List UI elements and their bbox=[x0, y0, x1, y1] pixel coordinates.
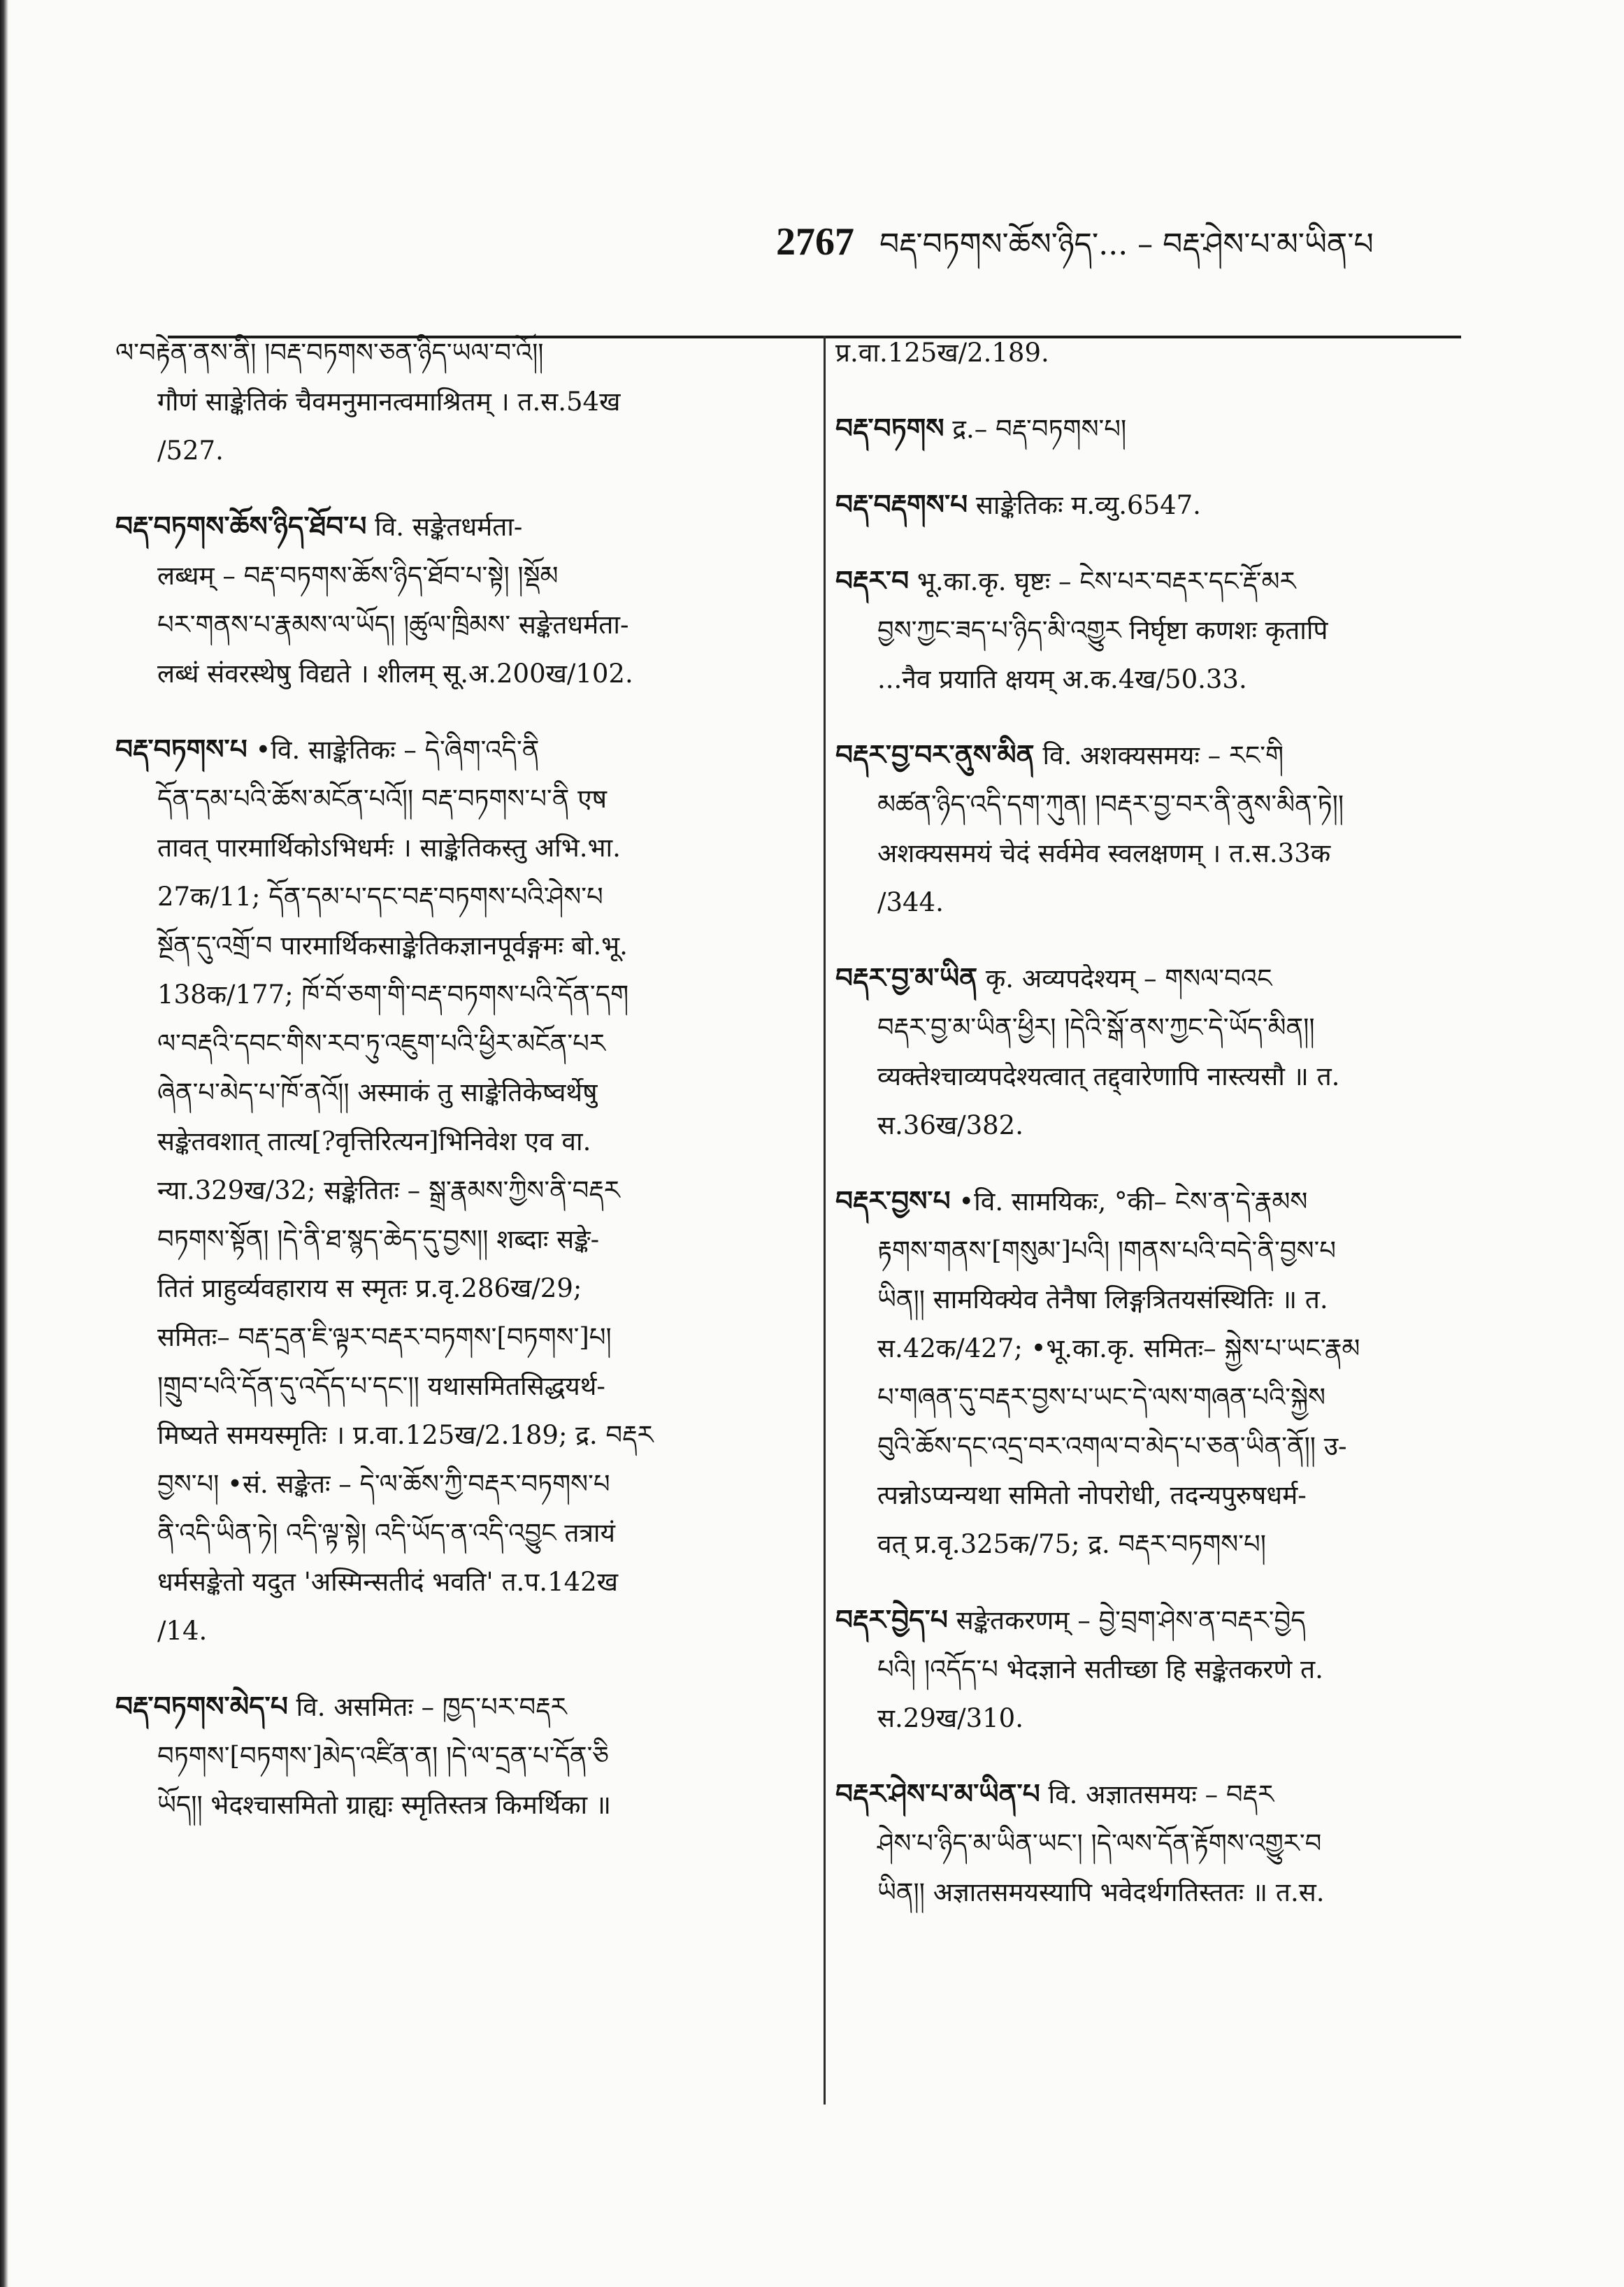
entry-line bbox=[835, 1052, 1493, 1101]
entry-text: स.29ख/310. bbox=[877, 1703, 1023, 1733]
page-number: 2767 bbox=[776, 220, 854, 264]
entry-text: ལ་བརྟེན་ནས་ནི། །བརྡ་བཏགས་ཅན་ཉིད་ཡལ་བ་འོ།། bbox=[115, 338, 544, 368]
entry-line bbox=[835, 1645, 1493, 1694]
entry-line bbox=[835, 1770, 1493, 1819]
column-divider bbox=[824, 336, 826, 2105]
entry-text: /527. bbox=[157, 436, 224, 466]
entry-text: स.42क/427; •भू.का.कृ. समितः– སྐྱེས་པ་ཡང་རྣམ bbox=[877, 1333, 1360, 1363]
entry-headword: བརྡ་བཏགས་པ bbox=[115, 733, 247, 766]
entry-line bbox=[115, 1362, 800, 1411]
entry-text: •वि. साङ्केतिकः – དེ་ཞིག་འདི་ནི bbox=[255, 735, 540, 765]
scan-edge bbox=[0, 0, 8, 2287]
entry-line bbox=[115, 601, 800, 650]
entry-text: लब्धं संवरस्थेषु विद्यते । शीलम् सू.अ.200ख/102. bbox=[157, 659, 633, 689]
entry-line bbox=[835, 1324, 1493, 1373]
entry-line bbox=[115, 775, 800, 824]
dictionary-entry bbox=[835, 731, 1493, 927]
entry-line bbox=[835, 954, 1493, 1003]
entry-line bbox=[835, 1422, 1493, 1471]
entry-line bbox=[115, 329, 800, 378]
entry-line bbox=[115, 1460, 800, 1509]
entry-text: द्र.– བརྡ་བཏགས་པ། bbox=[952, 414, 1127, 444]
entry-headword: བརྡར་བ bbox=[835, 565, 910, 597]
dictionary-entry bbox=[835, 1177, 1493, 1569]
entry-line bbox=[115, 1019, 800, 1068]
entry-line bbox=[835, 1101, 1493, 1150]
entry-text: साङ्केतिकः म.व्यु.6547. bbox=[975, 490, 1201, 520]
dictionary-entry bbox=[835, 480, 1493, 530]
entry-line bbox=[835, 655, 1493, 704]
entry-line bbox=[835, 1520, 1493, 1569]
entry-text: པ་གཞན་དུ་བརྡར་བྱས་པ་ཡང་དེ་ལས་གཞན་པའི་སྐྱེས bbox=[877, 1382, 1326, 1412]
entry-text: सङ्केतवशात् तात्य[?वृत्तिरित्यन]भिनिवेश एव वा. bbox=[157, 1126, 591, 1156]
entry-line bbox=[115, 1607, 800, 1656]
entry-headword: བརྡར་བྱས་པ bbox=[835, 1185, 951, 1217]
entry-text: •वि. सामयिकः, °की– ངེས་ན་དེ་རྣམས bbox=[958, 1186, 1308, 1217]
entry-line bbox=[115, 378, 800, 426]
entry-text: པའི། །འདོད་པ भेदज्ञाने सतीच्छा हि सङ्केतकरणे त. bbox=[877, 1654, 1323, 1684]
entry-text: स.36ख/382. bbox=[877, 1110, 1023, 1140]
entry-line bbox=[835, 1694, 1493, 1743]
entry-text: तितं प्राहुर्व्यवहाराय स स्मृतः प्र.वृ.286ख/29; bbox=[157, 1273, 582, 1303]
entry-line bbox=[835, 1275, 1493, 1324]
entry-text: ཞེན་པ་མེད་པ་ཁོ་ནའོ།། अस्माकं तु साङ्केतिकेष्वर्थेषु bbox=[157, 1077, 598, 1107]
entry-headword: བརྡར་བྱ་བར་ནུས་མིན bbox=[835, 739, 1035, 771]
dictionary-entry bbox=[115, 329, 800, 475]
dictionary-entry bbox=[835, 1770, 1493, 1917]
entry-line bbox=[115, 1117, 800, 1166]
entry-text: ཡིན།། अज्ञातसमयस्यापि भवेदर्थगतिस्ततः ॥ त.स. bbox=[877, 1877, 1325, 1907]
entry-text: वि. सङ्केतधर्मता- bbox=[375, 512, 523, 542]
right-column bbox=[835, 329, 1493, 1944]
entry-text: मिष्यते समयस्मृतिः । प्र.वा.125ख/2.189; द्र. བརྡར bbox=[157, 1420, 654, 1450]
entry-headword: བརྡར་བྱ་མ་ཡིན bbox=[835, 962, 978, 994]
entry-text: བྱས་པ། •सं. सङ्केतः – དེ་ལ་ཆོས་ཀྱི་བརྡར་བཏགས་པ bbox=[157, 1469, 610, 1499]
entry-line bbox=[115, 1264, 800, 1313]
entry-line bbox=[115, 502, 800, 552]
entry-text: वत् प्र.वृ.325क/75; द्र. བརྡར་བཏགས་པ། bbox=[877, 1529, 1266, 1559]
entry-line bbox=[115, 426, 800, 475]
entry-text: རྟགས་གནས་[གསུམ་]པའི། །གནས་པའི་བདེ་ནི་བྱས་པ bbox=[877, 1235, 1336, 1266]
entry-text: ...नैव प्रयाति क्षयम् अ.क.4ख/50.33. bbox=[877, 664, 1247, 694]
entry-line bbox=[115, 922, 800, 970]
entry-headword: བརྡ་བཏགས་ཆོས་ཉིད་ཐོབ་པ bbox=[115, 510, 367, 543]
entry-text: धर्मसङ्केतो यदुत 'अस्मिन्सतीदं भवति' त.प.142ख bbox=[157, 1567, 618, 1597]
entry-text: गौणं साङ्केतिकं चैवमनुमानत्वमाश्रितम् । त.स.54ख bbox=[157, 387, 621, 417]
entry-text: ཤེས་པ་ཉིད་མ་ཡིན་ཡང་། །དེ་ལས་དོན་རྟོགས་འགྱུར་བ bbox=[877, 1828, 1322, 1858]
entry-line bbox=[835, 606, 1493, 655]
entry-line bbox=[835, 480, 1493, 530]
entry-line bbox=[835, 1003, 1493, 1052]
entry-line bbox=[835, 878, 1493, 927]
entry-line bbox=[835, 1596, 1493, 1645]
entry-line bbox=[115, 1509, 800, 1558]
dictionary-entry bbox=[835, 329, 1493, 378]
dictionary-entry bbox=[835, 954, 1493, 1150]
entry-line bbox=[115, 970, 800, 1019]
dictionary-entry bbox=[835, 1596, 1493, 1743]
entry-line bbox=[115, 1558, 800, 1607]
entry-text: कृ. अव्यपदेश्यम् – གསལ་བའང bbox=[985, 963, 1272, 994]
entry-line bbox=[115, 1313, 800, 1362]
entry-line bbox=[835, 1177, 1493, 1226]
entry-line bbox=[115, 1682, 800, 1732]
entry-text: བུའི་ཆོས་དང་འདྲ་བར་འགལ་བ་མེད་པ་ཅན་ཡིན་ནོ།། उ- bbox=[877, 1431, 1347, 1461]
entry-line bbox=[115, 1732, 800, 1781]
entry-line bbox=[115, 552, 800, 601]
entry-text: པར་གནས་པ་རྣམས་ལ་ཡོད། །ཚུལ་ཁྲིམས་ सङ्केतधर्मता- bbox=[157, 610, 629, 640]
entry-line bbox=[835, 780, 1493, 829]
entry-line bbox=[115, 1411, 800, 1460]
entry-text: लब्धम् – བརྡ་བཏགས་ཆོས་ཉིད་ཐོབ་པ་སྟེ། །སྡོམ bbox=[157, 561, 559, 591]
entry-text: /344. bbox=[877, 887, 944, 917]
entry-text: भू.का.कृ. घृष्टः – ངེས་པར་བརྡར་དང་རྡོ་མར bbox=[917, 566, 1296, 596]
entry-line bbox=[115, 1215, 800, 1264]
dictionary-entry bbox=[115, 725, 800, 1656]
entry-text: समितः– བརྡ་དྲན་ཇི་ལྟར་བརྡར་བཏགས་[བཏགས་]པ། bbox=[157, 1322, 612, 1352]
dictionary-entry bbox=[115, 502, 800, 698]
entry-text: 27क/11; དོན་དམ་པ་དང་བརྡ་བཏགས་པའི་ཤེས་པ bbox=[157, 882, 603, 912]
entry-line bbox=[835, 829, 1493, 878]
entry-text: དོན་དམ་པའི་ཆོས་མངོན་པའོ།། བརྡ་བཏགས་པ་ནི एष bbox=[157, 784, 608, 814]
entry-text: ལ་བརྡའི་དབང་གིས་རབ་ཏུ་འཇུག་པའི་ཕྱིར་མངོན་པར bbox=[157, 1028, 605, 1059]
entry-headword: བརྡར་ཤེས་པ་མ་ཡིན་པ bbox=[835, 1778, 1040, 1810]
entry-line bbox=[115, 1068, 800, 1117]
entry-text: वि. असमितः – ཁྱད་པར་བརྡར bbox=[296, 1692, 567, 1722]
entry-line bbox=[835, 1868, 1493, 1917]
entry-text: व्यक्तेश्चाव्यपदेश्यत्वात् तद्द्वारेणापि नास्त्यसौ ॥ त. bbox=[877, 1061, 1340, 1091]
entry-headword: བརྡ་བརྡགས་པ bbox=[835, 489, 968, 521]
entry-line bbox=[835, 404, 1493, 454]
entry-line bbox=[115, 824, 800, 873]
entry-text: བྱས་ཀྱང་ཟད་པ་ཉིད་མི་འགྱུར निर्घृष्टा कणशः कृतापि bbox=[877, 615, 1328, 645]
guide-words: བརྡ་བཏགས་ཆོས་ཉིད་... – བརྡ་ཤེས་པ་མ་ཡིན་པ bbox=[879, 227, 1374, 262]
entry-headword: བརྡ་བཏགས་མེད་པ bbox=[115, 1691, 288, 1723]
entry-text: वि. अशक्यसमयः – རང་གི bbox=[1042, 740, 1284, 770]
entry-text: त्पन्नोऽप्यन्यथा समितो नोपरोधी, तदन्यपुरुषधर्म- bbox=[877, 1480, 1307, 1510]
entry-line bbox=[835, 557, 1493, 606]
entry-text: न्या.329ख/32; सङ्केतितः – སྒྲ་རྣམས་ཀྱིས་ནི་བརྡར bbox=[157, 1175, 620, 1205]
entry-line bbox=[835, 1471, 1493, 1520]
dictionary-entry bbox=[835, 404, 1493, 454]
entry-line bbox=[835, 1226, 1493, 1275]
entry-line bbox=[835, 1373, 1493, 1422]
entry-line bbox=[835, 329, 1493, 378]
entry-text: བརྡར་བྱ་མ་ཡིན་ཕྱིར། །དེའི་སྒོ་ནས་ཀྱང་དེ་ཡོད་མིན།། bbox=[877, 1012, 1315, 1042]
entry-line bbox=[115, 650, 800, 698]
running-header bbox=[776, 210, 1475, 280]
entry-text: བཏགས་[བཏགས་]མེད་འཛིན་ན། །དེ་ལ་དྲན་པ་དོན་ཅི bbox=[157, 1741, 609, 1771]
entry-line bbox=[115, 1781, 800, 1830]
entry-text: तावत् पारमार्थिकोऽभिधर्मः । साङ्केतिकस्तु अभि.भा. bbox=[157, 833, 621, 863]
entry-text: བཏགས་སྟོན། །དེ་ནི་ཐ་སྙད་ཆེད་དུ་བྱས།། शब्दाः सङ्के- bbox=[157, 1224, 600, 1254]
entry-text: वि. अज्ञातसमयः – བརྡར bbox=[1048, 1779, 1274, 1809]
entry-text: /14. bbox=[157, 1616, 208, 1646]
left-column bbox=[115, 329, 800, 1856]
entry-text: प्र.वा.125ख/2.189. bbox=[835, 338, 1049, 368]
entry-line bbox=[835, 731, 1493, 780]
dictionary-entry bbox=[835, 557, 1493, 704]
entry-line bbox=[115, 1166, 800, 1215]
entry-text: ཡོད།། भेदश्चासमितो ग्राह्यः स्मृतिस्तत्र किमर्थिका ॥ bbox=[157, 1790, 611, 1820]
entry-text: ནི་འདི་ཡིན་ཏེ། འདི་ལྟ་སྟེ། འདི་ཡོད་ན་འདི་འབྱུང तत्रायं bbox=[157, 1518, 615, 1548]
entry-headword: བརྡ་བཏགས bbox=[835, 413, 944, 445]
entry-text: མཚན་ཉིད་འདི་དག་ཀུན། །བརྡར་བྱ་བར་ནི་ནུས་མིན་ཏེ།། bbox=[877, 789, 1344, 819]
entry-text: 138क/177; ཁོ་བོ་ཅག་གི་བརྡ་བཏགས་པའི་དོན་དག bbox=[157, 980, 629, 1010]
dictionary-entry bbox=[115, 1682, 800, 1830]
entry-text: སྔོན་དུ་འགྲོ་བ पारमार्थिकसाङ्केतिकज्ञानपूर्वङ्गमः बो.भू. bbox=[157, 931, 628, 961]
entry-text: ཡིན།། सामयिक्येव तेनैषा लिङ्गत्रितयसंस्थितिः ॥ त. bbox=[877, 1284, 1328, 1314]
entry-headword: བརྡར་བྱེད་པ bbox=[835, 1604, 948, 1636]
entry-line bbox=[115, 873, 800, 922]
entry-text: सङ्केतकरणम् – བྱེ་བྲག་ཤེས་ན་བརྡར་བྱེད bbox=[956, 1605, 1306, 1635]
entry-text: །གྲུབ་པའི་དོན་དུ་འདོད་པ་དང་།། यथासमितसिद्धयर्थ- bbox=[157, 1371, 605, 1401]
entry-line bbox=[115, 725, 800, 775]
entry-text: अशक्यसमयं चेदं सर्वमेव स्वलक्षणम् । त.स.33क bbox=[877, 838, 1331, 868]
entry-line bbox=[835, 1819, 1493, 1868]
